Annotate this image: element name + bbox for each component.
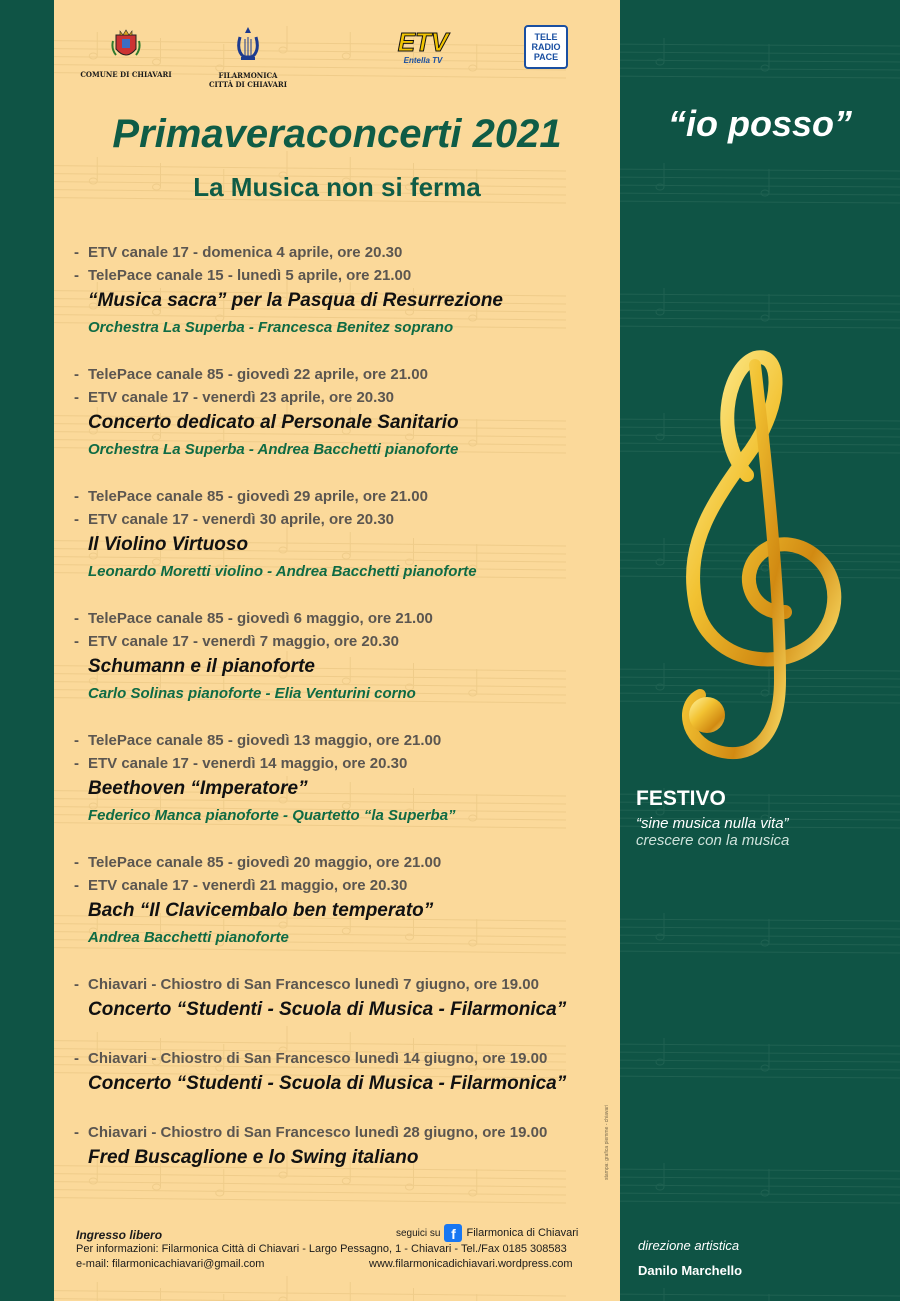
schedule-text: TelePace canale 85 - giovedì 22 aprile, ore 21.00 bbox=[88, 366, 428, 383]
left-green-stripe bbox=[0, 0, 54, 1301]
event-title: Il Violino Virtuoso bbox=[88, 534, 249, 555]
events-list bbox=[74, 241, 614, 1195]
facebook-icon[interactable]: f bbox=[444, 1224, 462, 1242]
event-item bbox=[74, 363, 614, 462]
event-item bbox=[74, 973, 614, 1024]
schedule-text: ETV canale 17 - venerdì 7 maggio, ore 20.30 bbox=[88, 633, 399, 650]
festivo-title: FESTIVO bbox=[636, 787, 726, 810]
event-title: Bach “Il Clavicembalo ben temperato” bbox=[88, 900, 434, 921]
event-schedule-line: - ETV canale 17 - venerdì 7 maggio, ore 20.30 bbox=[74, 633, 399, 650]
event-item bbox=[74, 729, 614, 828]
event-item bbox=[74, 485, 614, 584]
facebook-follow[interactable] bbox=[396, 1224, 578, 1242]
schedule-text: ETV canale 17 - venerdì 21 maggio, ore 20.30 bbox=[88, 877, 408, 894]
event-title: Concerto dedicato al Personale Sanitario bbox=[88, 412, 459, 433]
etv-logo bbox=[394, 28, 452, 65]
footer-row-3 bbox=[76, 1258, 596, 1273]
schedule-text: ETV canale 17 - venerdì 30 aprile, ore 20.30 bbox=[88, 511, 394, 528]
etv-caption: Entella TV bbox=[403, 56, 443, 65]
direzione-name: Danilo Marchello bbox=[638, 1263, 743, 1278]
event-performers: Federico Manca pianoforte - Quartetto “la Superba” bbox=[88, 807, 456, 824]
event-performers: Leonardo Moretti violino - Andrea Bacchetti pianoforte bbox=[88, 563, 477, 580]
printer-credit: stampa: grafica piemme - chiavari bbox=[604, 1104, 610, 1180]
event-schedule-line: - TelePace canale 85 - giovedì 20 maggio, ore 21.00 bbox=[74, 854, 442, 871]
event-item bbox=[74, 1047, 614, 1098]
event-schedule-line: - Chiavari - Chiostro di San Francesco lunedì 28 giugno, ore 19.00 bbox=[74, 1124, 548, 1141]
schedule-text: Chiavari - Chiostro di San Francesco lunedì 28 giugno, ore 19.00 bbox=[88, 1124, 548, 1141]
coat-of-arms-icon bbox=[110, 27, 142, 63]
event-performers: Orchestra La Superba - Andrea Bacchetti pianoforte bbox=[88, 441, 459, 458]
schedule-text: TelePace canale 85 - giovedì 20 maggio, ore 21.00 bbox=[88, 854, 442, 871]
event-item bbox=[74, 851, 614, 950]
poster-title: Primaveraconcerti 2021 bbox=[112, 112, 562, 156]
event-performers: Carlo Solinas pianoforte - Elia Venturini corno bbox=[88, 685, 416, 702]
event-schedule-line: - TelePace canale 85 - giovedì 29 aprile, ore 21.00 bbox=[74, 488, 428, 505]
event-schedule-line: - TelePace canale 85 - giovedì 13 maggio, ore 21.00 bbox=[74, 732, 442, 749]
event-schedule-line: - ETV canale 17 - domenica 4 aprile, ore 20.30 bbox=[74, 244, 403, 261]
event-performers: Andrea Bacchetti pianoforte bbox=[88, 929, 289, 946]
event-title: Concerto “Studenti - Scuola di Musica - Filarmonica” bbox=[88, 999, 567, 1020]
event-schedule-line: - TelePace canale 85 - giovedì 6 maggio, ore 21.00 bbox=[74, 610, 433, 627]
etv-mark: ETV bbox=[397, 27, 449, 57]
event-item bbox=[74, 607, 614, 706]
schedule-text: Chiavari - Chiostro di San Francesco lunedì 7 giugno, ore 19.00 bbox=[88, 976, 539, 993]
artistic-direction bbox=[638, 1238, 742, 1279]
teleradiopace-badge bbox=[524, 25, 568, 69]
footer-row-1 bbox=[76, 1228, 596, 1243]
event-schedule-line: - TelePace canale 85 - giovedì 22 aprile, ore 21.00 bbox=[74, 366, 428, 383]
event-schedule-line: - ETV canale 17 - venerdì 23 aprile, ore 20.30 bbox=[74, 389, 394, 406]
seguici-label: seguici su bbox=[396, 1227, 441, 1239]
event-schedule-line: - ETV canale 17 - venerdì 30 aprile, ore 20.30 bbox=[74, 511, 394, 528]
event-schedule-line: - ETV canale 17 - venerdì 14 maggio, ore 20.30 bbox=[74, 755, 408, 772]
filarmonica-caption-1: FILARMONICA bbox=[218, 71, 278, 80]
footer-website[interactable]: www.filarmonicadichiavari.wordpress.com bbox=[369, 1258, 573, 1270]
event-item bbox=[74, 1121, 614, 1172]
teleradiopace-line-2: RADIO bbox=[531, 42, 561, 52]
festivo-tagline: crescere con la musica bbox=[636, 832, 790, 849]
comune-logo bbox=[74, 27, 178, 79]
lyre-icon bbox=[232, 24, 264, 64]
ingresso-libero: Ingresso libero bbox=[76, 1228, 163, 1242]
schedule-text: Chiavari - Chiostro di San Francesco lunedì 14 giugno, ore 19.00 bbox=[88, 1050, 548, 1067]
festivo-block bbox=[636, 787, 789, 849]
event-title: Schumann e il pianoforte bbox=[88, 656, 315, 677]
direzione-label: direzione artistica bbox=[638, 1238, 740, 1253]
schedule-text: TelePace canale 15 - lunedì 5 aprile, ore 21.00 bbox=[88, 267, 412, 284]
footer-info: Per informazioni: Filarmonica Città di Chiavari - Largo Pessagno, 1 - Chiavari - Tel./Fax 0185 308583 bbox=[76, 1243, 567, 1255]
filarmonica-caption-2: CITTÀ DI CHIAVARI bbox=[208, 80, 288, 89]
facebook-page-name[interactable]: Filarmonica di Chiavari bbox=[466, 1227, 579, 1239]
event-item bbox=[74, 241, 614, 340]
event-title: Concerto “Studenti - Scuola di Musica - Filarmonica” bbox=[88, 1073, 567, 1094]
event-schedule-line: - TelePace canale 15 - lunedì 5 aprile, ore 21.00 bbox=[74, 267, 412, 284]
schedule-text: TelePace canale 85 - giovedì 13 maggio, ore 21.00 bbox=[88, 732, 442, 749]
schedule-text: ETV canale 17 - venerdì 23 aprile, ore 20.30 bbox=[88, 389, 394, 406]
schedule-text: TelePace canale 85 - giovedì 6 maggio, ore 21.00 bbox=[88, 610, 433, 627]
footer bbox=[76, 1228, 596, 1273]
event-schedule-line: - Chiavari - Chiostro di San Francesco lunedì 7 giugno, ore 19.00 bbox=[74, 976, 539, 993]
poster-subtitle: La Musica non si ferma bbox=[193, 172, 481, 202]
event-title: Beethoven “Imperatore” bbox=[88, 778, 308, 799]
event-schedule-line: - ETV canale 17 - venerdì 21 maggio, ore 20.30 bbox=[74, 877, 408, 894]
treble-clef-icon bbox=[655, 350, 855, 770]
event-schedule-line: - Chiavari - Chiostro di San Francesco lunedì 14 giugno, ore 19.00 bbox=[74, 1050, 548, 1067]
schedule-text: ETV canale 17 - domenica 4 aprile, ore 20.30 bbox=[88, 244, 403, 261]
schedule-text: TelePace canale 85 - giovedì 29 aprile, ore 21.00 bbox=[88, 488, 428, 505]
filarmonica-logo bbox=[206, 24, 290, 89]
event-title: “Musica sacra” per la Pasqua di Resurrezione bbox=[88, 290, 504, 311]
festivo-motto: “sine musica nulla vita” bbox=[636, 815, 789, 832]
motto: “io posso” bbox=[667, 103, 852, 144]
teleradiopace-line-3: PACE bbox=[533, 52, 559, 62]
event-performers: Orchestra La Superba - Francesca Benitez soprano bbox=[88, 319, 454, 336]
teleradiopace-line-1: TELE bbox=[534, 32, 558, 42]
teleradiopace-logo bbox=[524, 25, 568, 69]
comune-caption: COMUNE DI CHIAVARI bbox=[80, 70, 172, 79]
footer-email[interactable]: e-mail: filarmonicachiavari@gmail.com bbox=[76, 1258, 265, 1270]
schedule-text: ETV canale 17 - venerdì 14 maggio, ore 20.30 bbox=[88, 755, 408, 772]
event-title: Fred Buscaglione e lo Swing italiano bbox=[88, 1147, 419, 1168]
